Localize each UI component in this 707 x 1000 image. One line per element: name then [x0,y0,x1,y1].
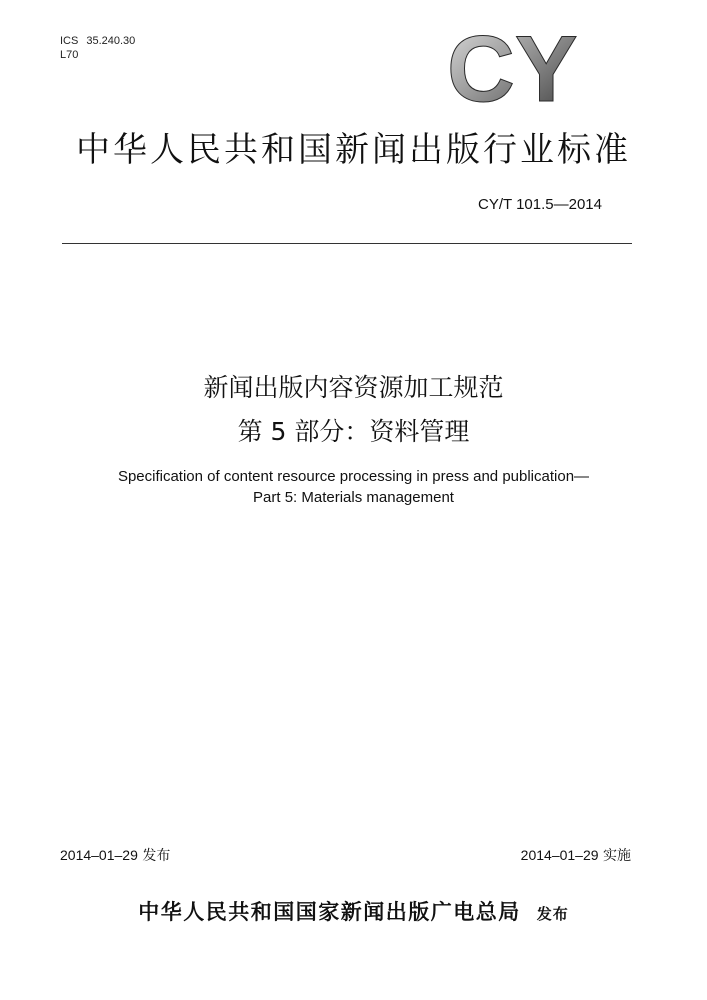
cy-logo [445,28,595,106]
header-divider [62,243,632,244]
title-en-line2: Part 5: Materials management [253,489,454,506]
cy-logo-text: CY [447,28,578,106]
title-zh-line1: 新闻出版内容资源加工规范 [203,373,504,402]
issue-date: 2014–01–29 [60,847,138,863]
implementation-date-block [521,846,631,865]
implementation-label: 实施 [603,848,631,864]
ics-code: 35.240.30 [86,35,136,47]
implementation-date: 2014–01–29 [520,847,599,863]
issue-date-block [60,846,170,865]
issuer-action: 发布 [536,905,569,923]
issue-label: 发布 [142,848,171,864]
standard-category-title: 中华人民共和国新闻出版行业标准 [76,130,631,170]
classification-codes [60,34,135,62]
issuer-block [0,896,707,926]
ics-label: ICS [60,35,79,47]
title-zh-line2: 第 5 部分：资料管理 [237,417,470,446]
ccs-code: L70 [60,49,79,61]
title-en-line1: Specification of content resource processing in press and publication— [117,468,590,485]
issuer-organization: 中华人民共和国国家新闻出版广电总局 [138,900,521,924]
standard-number: CY/T 101.5—2014 [478,196,602,213]
